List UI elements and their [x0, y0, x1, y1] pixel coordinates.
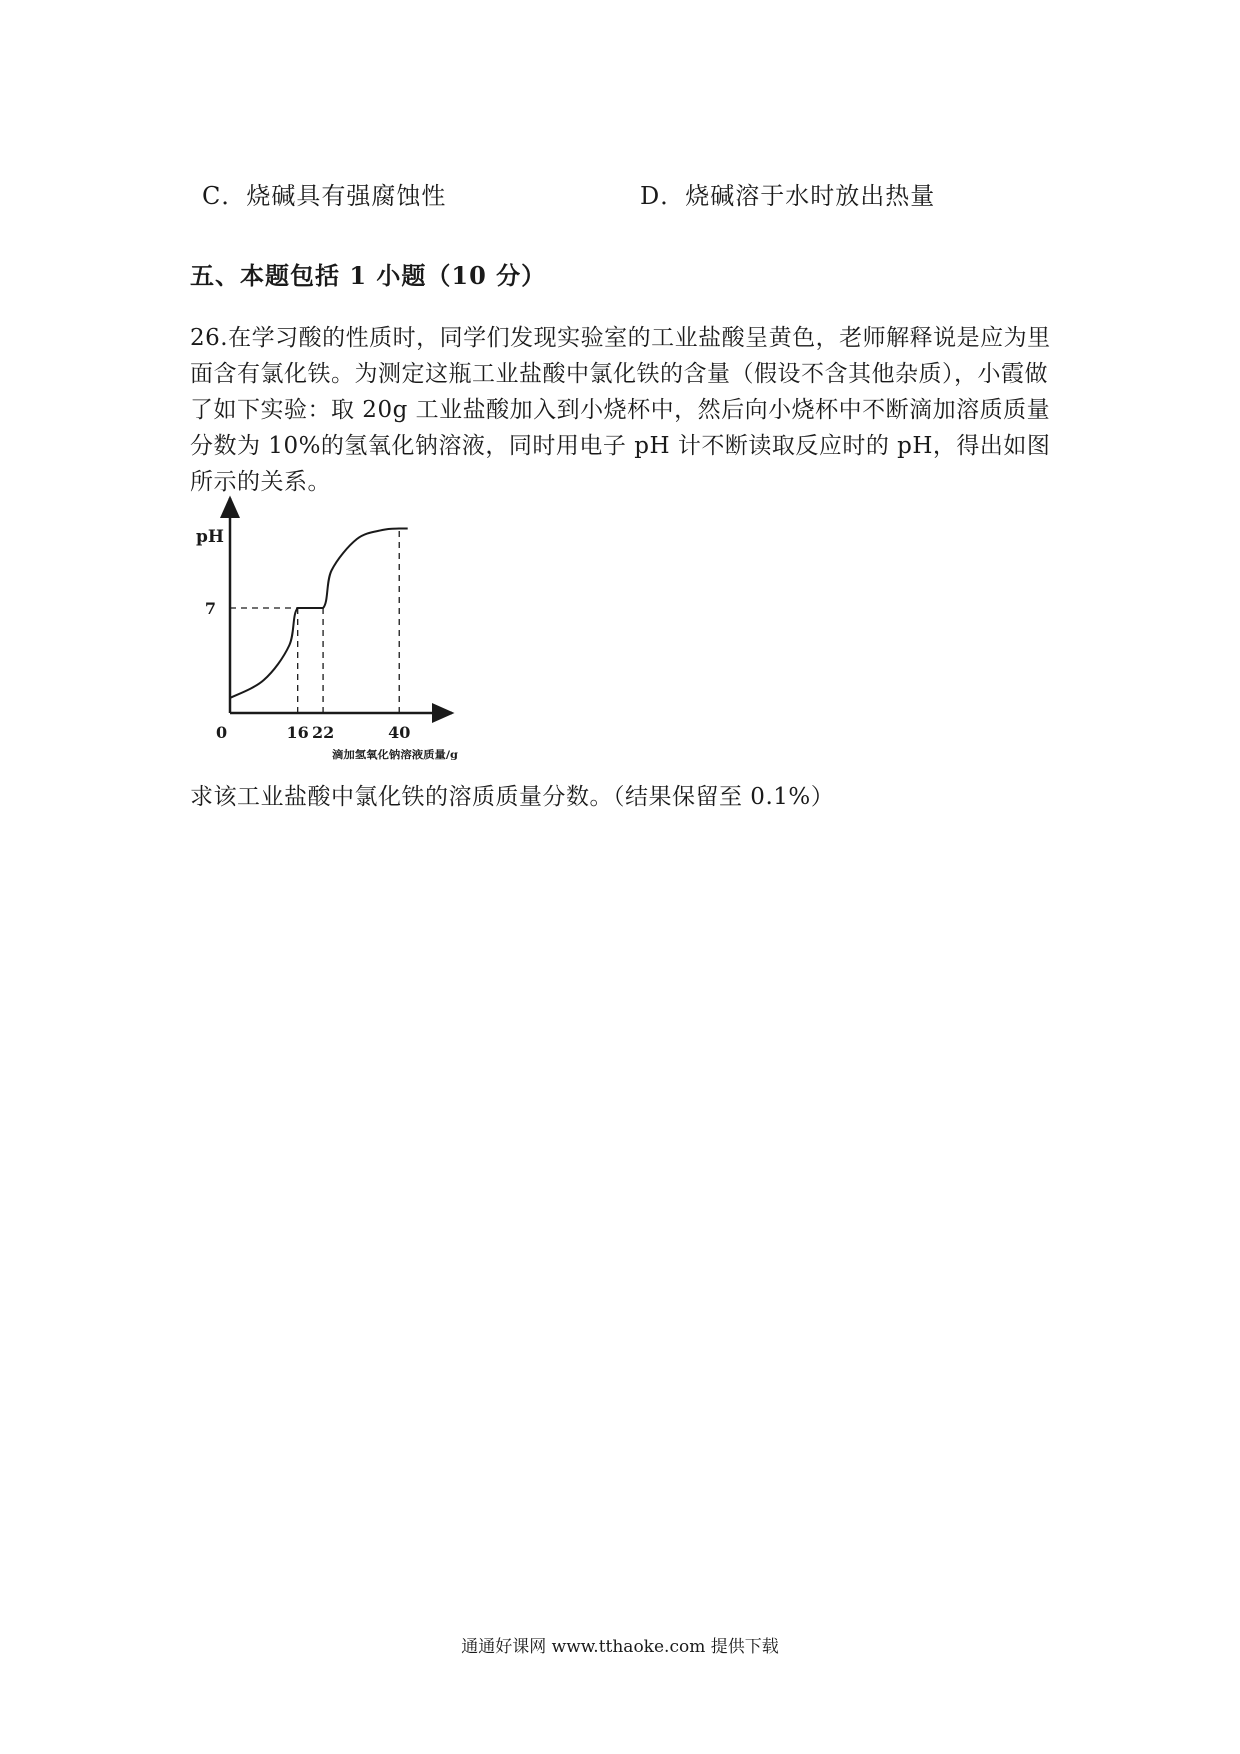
option-c: C．烧碱具有强腐蚀性: [202, 182, 447, 210]
ph-chart: [190, 490, 460, 760]
x-tick-label-22: 22: [311, 723, 335, 742]
question-text: 26.在学习酸的性质时，同学们发现实验室的工业盐酸呈黄色，老师解释说是应为里面含有氯化铁。为测定这瓶工业盐酸中氯化铁的含量（假设不含其他杂质），小霞做了如下实验：取 20g 工业盐酸加入到小烧杯中，然后向小烧杯中不断滴加溶质质量分数为 10%的氢氧化钠溶液，同时用电子 pH 计不断读取反应时的 pH，得出如图所示的关系。: [190, 325, 1051, 495]
ph-curve: [230, 529, 408, 699]
ph-chart-svg: [190, 490, 460, 760]
x-axis-label: 滴加氢氧化钠溶液质量/g: [332, 749, 449, 760]
answer-options-row: [202, 176, 1022, 216]
origin-label: 0: [216, 723, 228, 742]
footer-text: 通通好课网 www.tthaoke.com 提供下载: [461, 1637, 779, 1657]
option-d: D．烧碱溶于水时放出热量: [640, 182, 936, 210]
y-axis-label: pH: [196, 527, 224, 547]
y-tick-label-7: 7: [204, 599, 216, 618]
question-ask: 求该工业盐酸中氯化铁的溶质质量分数。（结果保留至 0.1%）: [190, 784, 835, 810]
x-tick-label-16: 16: [286, 723, 309, 742]
section-title: 五、本题包括 1 小题（10 分）: [190, 261, 547, 290]
x-tick-label-40: 40: [388, 723, 411, 742]
